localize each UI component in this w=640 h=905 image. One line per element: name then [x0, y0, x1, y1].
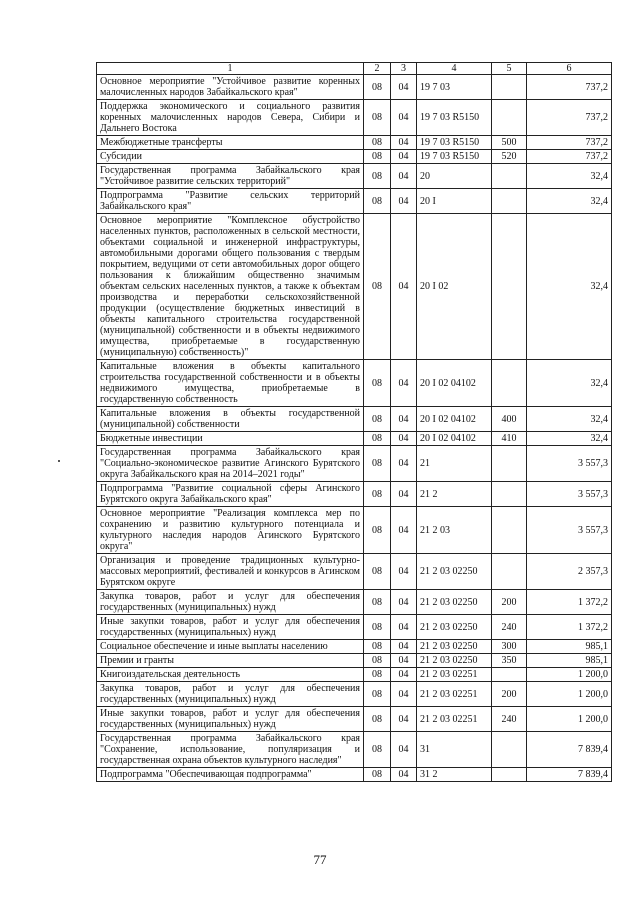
row-expense-type-cell: 350 — [492, 654, 527, 668]
row-subsection-cell: 04 — [391, 432, 417, 446]
row-target-article-cell: 21 2 — [417, 482, 492, 507]
row-target-article-cell: 31 2 — [417, 768, 492, 782]
row-section-cell: 08 — [364, 482, 391, 507]
row-target-article-cell: 21 2 03 02250 — [417, 615, 492, 640]
table-row — [97, 150, 612, 164]
row-amount-cell: 32,4 — [527, 214, 612, 360]
table-row — [97, 75, 612, 100]
row-subsection-cell: 04 — [391, 150, 417, 164]
table-row — [97, 682, 612, 707]
row-name-cell: Основное мероприятие "Реализация комплекса мер по сохранению и развитию культурного потенциала и культурного наследия народов Агинского Бурятского округа" — [97, 507, 364, 554]
row-expense-type-cell — [492, 446, 527, 482]
row-amount-cell: 32,4 — [527, 164, 612, 189]
row-expense-type-cell: 200 — [492, 590, 527, 615]
row-name-cell: Иные закупки товаров, работ и услуг для обеспечения государственных (муниципальных) нужд — [97, 707, 364, 732]
row-subsection-cell: 04 — [391, 100, 417, 136]
table-row — [97, 482, 612, 507]
row-expense-type-cell: 520 — [492, 150, 527, 164]
table-row — [97, 507, 612, 554]
row-name-cell: Капитальные вложения в объекты капитального строительства государственной собственности и в объекты недвижимого имущества, приобретаемые в государственную собственность — [97, 360, 364, 407]
row-name-cell: Закупка товаров, работ и услуг для обеспечения государственных (муниципальных) нужд — [97, 682, 364, 707]
row-amount-cell: 32,4 — [527, 189, 612, 214]
row-amount-cell: 985,1 — [527, 654, 612, 668]
row-amount-cell: 1 200,0 — [527, 682, 612, 707]
row-section-cell: 08 — [364, 136, 391, 150]
row-expense-type-cell — [492, 214, 527, 360]
table-row — [97, 189, 612, 214]
row-subsection-cell: 04 — [391, 654, 417, 668]
table-row — [97, 768, 612, 782]
row-section-cell: 08 — [364, 150, 391, 164]
table-row — [97, 136, 612, 150]
row-expense-type-cell — [492, 554, 527, 590]
row-expense-type-cell: 200 — [492, 682, 527, 707]
header-cell-3: 3 — [391, 63, 417, 75]
row-target-article-cell: 20 I 02 04102 — [417, 360, 492, 407]
row-name-cell: Государственная программа Забайкальского края "Устойчивое развитие сельских территорий" — [97, 164, 364, 189]
header-cell-1: 1 — [97, 63, 364, 75]
row-section-cell: 08 — [364, 668, 391, 682]
table-row — [97, 554, 612, 590]
table-row — [97, 640, 612, 654]
row-name-cell: Книгоиздательская деятельность — [97, 668, 364, 682]
row-subsection-cell: 04 — [391, 768, 417, 782]
row-amount-cell: 7 839,4 — [527, 732, 612, 768]
row-amount-cell: 32,4 — [527, 360, 612, 407]
table-row — [97, 590, 612, 615]
header-cell-5: 5 — [492, 63, 527, 75]
row-section-cell: 08 — [364, 732, 391, 768]
table-row — [97, 615, 612, 640]
row-target-article-cell: 19 7 03 R5150 — [417, 100, 492, 136]
row-target-article-cell: 19 7 03 — [417, 75, 492, 100]
row-section-cell: 08 — [364, 615, 391, 640]
table-row — [97, 732, 612, 768]
table-row — [97, 164, 612, 189]
row-subsection-cell: 04 — [391, 164, 417, 189]
row-amount-cell: 3 557,3 — [527, 482, 612, 507]
row-section-cell: 08 — [364, 75, 391, 100]
row-section-cell: 08 — [364, 100, 391, 136]
row-section-cell: 08 — [364, 707, 391, 732]
row-target-article-cell: 31 — [417, 732, 492, 768]
row-expense-type-cell: 240 — [492, 707, 527, 732]
row-amount-cell: 1 372,2 — [527, 590, 612, 615]
table-body — [97, 75, 612, 782]
row-section-cell: 08 — [364, 164, 391, 189]
row-target-article-cell: 21 2 03 02251 — [417, 682, 492, 707]
header-cell-4: 4 — [417, 63, 492, 75]
row-name-cell: Государственная программа Забайкальского края "Сохранение, использование, популяризация и государственная охрана объектов культурного наследия" — [97, 732, 364, 768]
row-name-cell: Премии и гранты — [97, 654, 364, 668]
row-name-cell: Закупка товаров, работ и услуг для обеспечения государственных (муниципальных) нужд — [97, 590, 364, 615]
row-amount-cell: 737,2 — [527, 136, 612, 150]
row-subsection-cell: 04 — [391, 446, 417, 482]
table-row — [97, 407, 612, 432]
row-expense-type-cell: 410 — [492, 432, 527, 446]
row-section-cell: 08 — [364, 682, 391, 707]
row-name-cell: Социальное обеспечение и иные выплаты населению — [97, 640, 364, 654]
header-cell-6: 6 — [527, 63, 612, 75]
row-subsection-cell: 04 — [391, 732, 417, 768]
row-section-cell: 08 — [364, 214, 391, 360]
table-row — [97, 707, 612, 732]
table-row — [97, 432, 612, 446]
row-name-cell: Государственная программа Забайкальского края "Социально-экономическое развитие Агинского Бурятского округа Забайкальского края на 2014–2021 годы" — [97, 446, 364, 482]
row-section-cell: 08 — [364, 554, 391, 590]
row-subsection-cell: 04 — [391, 590, 417, 615]
row-target-article-cell: 21 2 03 — [417, 507, 492, 554]
row-target-article-cell: 21 — [417, 446, 492, 482]
row-target-article-cell: 20 — [417, 164, 492, 189]
row-amount-cell: 7 839,4 — [527, 768, 612, 782]
row-target-article-cell: 21 2 03 02250 — [417, 654, 492, 668]
header-cell-2: 2 — [364, 63, 391, 75]
row-target-article-cell: 20 I 02 04102 — [417, 407, 492, 432]
row-section-cell: 08 — [364, 407, 391, 432]
row-name-cell: Подпрограмма "Развитие социальной сферы Агинского Бурятского округа Забайкальского края" — [97, 482, 364, 507]
row-expense-type-cell: 400 — [492, 407, 527, 432]
row-subsection-cell: 04 — [391, 668, 417, 682]
row-name-cell: Основное мероприятие "Устойчивое развитие коренных малочисленных народов Забайкальского края" — [97, 75, 364, 100]
table-row — [97, 100, 612, 136]
row-section-cell: 08 — [364, 432, 391, 446]
row-name-cell: Организация и проведение традиционных культурно-массовых мероприятий, фестивалей и конкурсов в Агинском Бурятском округе — [97, 554, 364, 590]
row-section-cell: 08 — [364, 446, 391, 482]
row-section-cell: 08 — [364, 590, 391, 615]
row-amount-cell: 3 557,3 — [527, 446, 612, 482]
row-expense-type-cell — [492, 189, 527, 214]
table-row — [97, 654, 612, 668]
row-expense-type-cell: 240 — [492, 615, 527, 640]
row-subsection-cell: 04 — [391, 707, 417, 732]
row-name-cell: Капитальные вложения в объекты государственной (муниципальной) собственности — [97, 407, 364, 432]
row-target-article-cell: 19 7 03 R5150 — [417, 150, 492, 164]
row-expense-type-cell — [492, 507, 527, 554]
page-number: 77 — [313, 852, 327, 867]
row-section-cell: 08 — [364, 360, 391, 407]
row-target-article-cell: 21 2 03 02251 — [417, 668, 492, 682]
row-subsection-cell: 04 — [391, 640, 417, 654]
row-expense-type-cell — [492, 75, 527, 100]
row-target-article-cell: 20 I — [417, 189, 492, 214]
row-section-cell: 08 — [364, 768, 391, 782]
row-expense-type-cell — [492, 164, 527, 189]
row-expense-type-cell — [492, 360, 527, 407]
row-subsection-cell: 04 — [391, 407, 417, 432]
row-name-cell: Иные закупки товаров, работ и услуг для обеспечения государственных (муниципальных) нужд — [97, 615, 364, 640]
row-section-cell: 08 — [364, 189, 391, 214]
row-subsection-cell: 04 — [391, 554, 417, 590]
budget-table — [96, 62, 612, 782]
row-amount-cell: 1 372,2 — [527, 615, 612, 640]
table-row — [97, 360, 612, 407]
row-amount-cell: 737,2 — [527, 75, 612, 100]
row-name-cell: Основное мероприятие "Комплексное обустройство населенных пунктов, расположенных в сельской местности, объектами социальной и инженерной инфраструктуры, автомобильными дорогами общего пользования с твердым покрытием, ведущими от сети автомобильных дорог общего пользования к ближайшим общественно значимым объектам сельских населенных пунктов, а также к объектам производства и переработки сельскохозяйственной продукции (осуществление бюджетных инвестиций в объекты капитального строительства государственной (муниципальной) собственности и в объекты недвижимого имущества, приобретаемые в государственную (муниципальную) собственность)" — [97, 214, 364, 360]
row-subsection-cell: 04 — [391, 214, 417, 360]
row-target-article-cell: 21 2 03 02250 — [417, 590, 492, 615]
row-target-article-cell: 20 I 02 — [417, 214, 492, 360]
row-target-article-cell: 21 2 03 02250 — [417, 554, 492, 590]
row-subsection-cell: 04 — [391, 482, 417, 507]
row-expense-type-cell — [492, 668, 527, 682]
row-subsection-cell: 04 — [391, 360, 417, 407]
row-expense-type-cell — [492, 482, 527, 507]
row-amount-cell: 737,2 — [527, 100, 612, 136]
row-section-cell: 08 — [364, 654, 391, 668]
row-subsection-cell: 04 — [391, 615, 417, 640]
row-subsection-cell: 04 — [391, 75, 417, 100]
row-subsection-cell: 04 — [391, 189, 417, 214]
row-name-cell: Поддержка экономического и социального развития коренных малочисленных народов Севера, Сибири и Дальнего Востока — [97, 100, 364, 136]
row-amount-cell: 32,4 — [527, 432, 612, 446]
margin-mark — [58, 460, 60, 462]
row-amount-cell: 3 557,3 — [527, 507, 612, 554]
row-amount-cell: 1 200,0 — [527, 707, 612, 732]
row-target-article-cell: 19 7 03 R5150 — [417, 136, 492, 150]
row-expense-type-cell: 300 — [492, 640, 527, 654]
row-amount-cell: 32,4 — [527, 407, 612, 432]
row-name-cell: Субсидии — [97, 150, 364, 164]
row-name-cell: Межбюджетные трансферты — [97, 136, 364, 150]
row-name-cell: Подпрограмма "Обеспечивающая подпрограмма" — [97, 768, 364, 782]
row-target-article-cell: 21 2 03 02251 — [417, 707, 492, 732]
row-amount-cell: 1 200,0 — [527, 668, 612, 682]
row-amount-cell: 737,2 — [527, 150, 612, 164]
header-row — [97, 63, 612, 75]
row-subsection-cell: 04 — [391, 682, 417, 707]
table-row — [97, 668, 612, 682]
table-row — [97, 214, 612, 360]
row-section-cell: 08 — [364, 640, 391, 654]
row-name-cell: Бюджетные инвестиции — [97, 432, 364, 446]
row-name-cell: Подпрограмма "Развитие сельских территорий Забайкальского края" — [97, 189, 364, 214]
row-target-article-cell: 21 2 03 02250 — [417, 640, 492, 654]
row-amount-cell: 2 357,3 — [527, 554, 612, 590]
row-expense-type-cell — [492, 768, 527, 782]
row-section-cell: 08 — [364, 507, 391, 554]
row-expense-type-cell — [492, 100, 527, 136]
row-expense-type-cell: 500 — [492, 136, 527, 150]
row-subsection-cell: 04 — [391, 507, 417, 554]
row-target-article-cell: 20 I 02 04102 — [417, 432, 492, 446]
row-expense-type-cell — [492, 732, 527, 768]
row-subsection-cell: 04 — [391, 136, 417, 150]
row-amount-cell: 985,1 — [527, 640, 612, 654]
table-row — [97, 446, 612, 482]
